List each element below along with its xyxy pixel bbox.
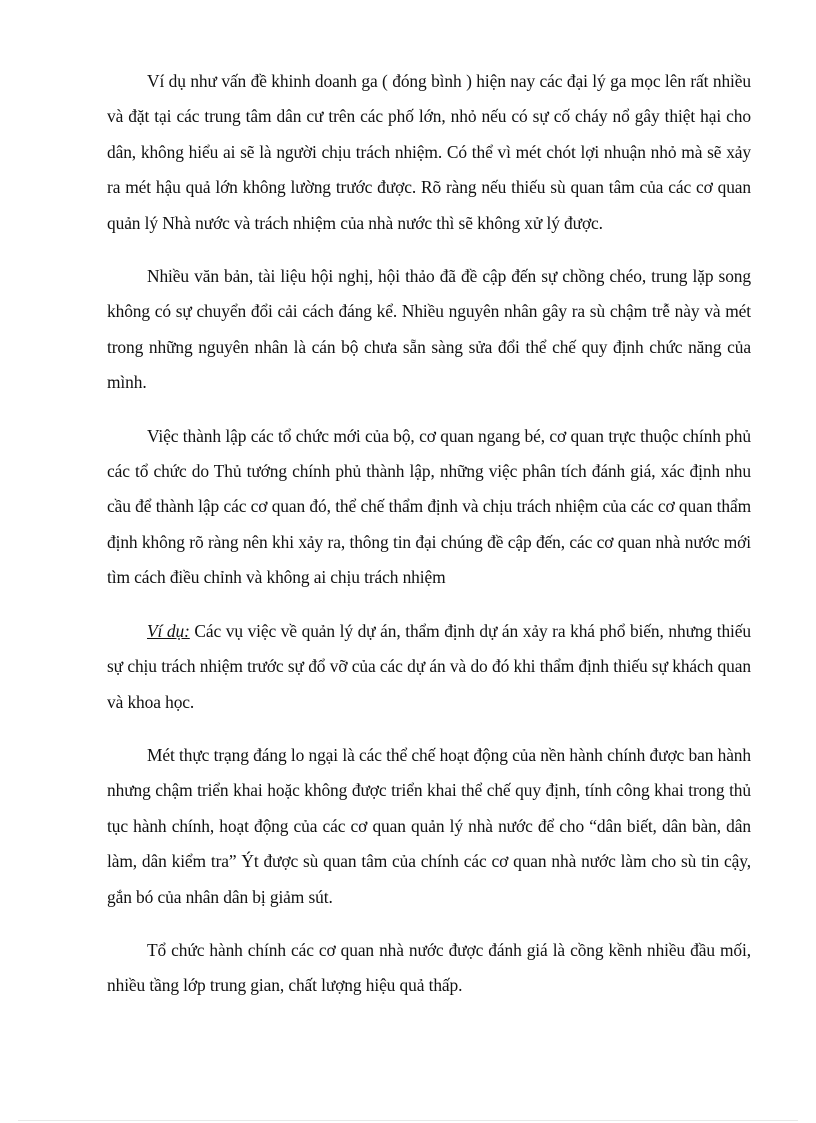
paragraph-institutional-implementation [107,738,751,915]
paragraph-text: Tổ chức hành chính các cơ quan nhà nước được đánh giá là cồng kềnh nhiều đầu mối, nhiều tầng lớp trung gian, chất lượng hiệu quả thấp. [107,939,751,996]
paragraph-overlapping-documents [107,259,751,401]
paragraph-new-organizations [107,419,751,596]
page-bottom-divider [18,1120,798,1121]
paragraph-text: Ví dụ như vấn đề khinh doanh ga ( đóng bình ) hiện nay các đại lý ga mọc lên rất nhiều và đặt tại các trung tâm dân cư trên các phố lớn, nhỏ nếu có sự cố cháy nổ gây thiệt hại cho dân, không hiểu ai sẽ là người chịu trách nhiệm. Có thể vì mét chót lợi nhuận nhỏ mà sẽ xảy ra mét hậu quả lớn không lường trước được. Rõ ràng nếu thiếu sù quan tâm của các cơ quan quản lý Nhà nước và trách nhiệm của nhà nước thì sẽ không xử lý được. [107,71,751,233]
paragraph-text: Mét thực trạng đáng lo ngại là các thể chế hoạt động của nền hành chính được ban hành nhưng chậm triển khai hoặc không được triển khai thể chế quy định, tính công khai trong thủ tục hành chính, hoạt động của các cơ quan quản lý nhà nước để cho “dân biết, dân bàn, dân làm, dân kiểm tra” Ýt được sù quan tâm của chính các cơ quan nhà nước làm cho sù tin cậy, gắn bó của nhân dân bị giảm sút. [107,744,751,907]
example-label: Ví dụ: [147,620,190,641]
paragraph-project-example [107,614,751,720]
paragraph-text: Nhiều văn bản, tài liệu hội nghị, hội thảo đã đề cập đến sự chồng chéo, trung lặp song không có sự chuyển đổi cải cách đáng kể. Nhiều nguyên nhân gây ra sù chậm trễ này và mét trong những nguyên nhân là cán bộ chưa sẵn sàng sửa đổi thể chế quy định chức năng của mình. [107,266,751,393]
paragraph-administrative-organization [107,933,751,1004]
paragraph-gas-business-example [107,64,751,241]
paragraph-text: Việc thành lập các tổ chức mới của bộ, cơ quan ngang bé, cơ quan trực thuộc chính phủ các tổ chức do Thủ tướng chính phủ thành lập, những việc phân tích đánh giá, xác định nhu cầu để thành lập các cơ quan đó, thể chế thẩm định và chịu trách nhiệm của các cơ quan thẩm định không rõ ràng nên khi xảy ra, thông tin đại chúng đề cập đến, các cơ quan nhà nước mới tìm cách điều chỉnh và không ai chịu trách nhiệm [107,425,751,588]
document-body [107,64,751,1022]
paragraph-text: Các vụ việc về quản lý dự án, thẩm định dự án xảy ra khá phổ biến, nhưng thiếu sự chịu trách nhiệm trước sự đổ vỡ của các dự án và do đó khi thẩm định thiếu sự khách quan và khoa học. [107,620,751,712]
